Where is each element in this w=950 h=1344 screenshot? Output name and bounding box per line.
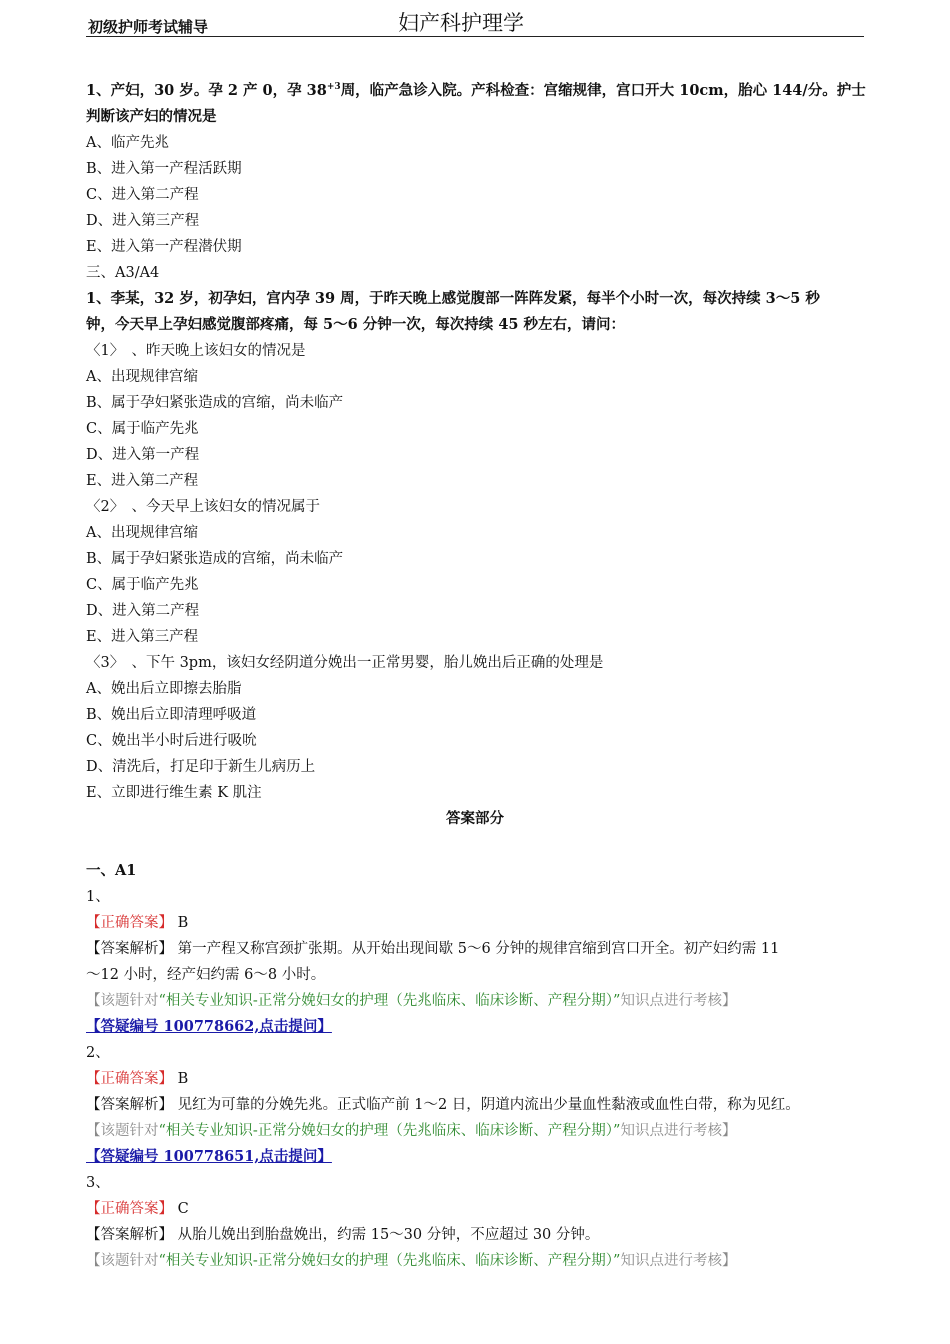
option-c: C、娩出半小时后进行吸吮 — [86, 733, 257, 749]
answer-number: 1、 — [86, 889, 110, 905]
spacer — [86, 832, 876, 858]
option-e: E、进入第一产程潜伏期 — [86, 239, 242, 255]
correct-answer — [86, 1196, 876, 1222]
knowledge-topic: “相关专业知识-正常分娩妇女的护理（先兆临床、临床诊断、产程分期）” — [158, 993, 621, 1009]
sub-question: 〈1〉 、昨天晚上该妇女的情况是 — [86, 343, 306, 359]
correct-answer-value: B — [173, 1071, 189, 1087]
section-heading: 三、A3/A4 — [86, 265, 160, 281]
header-subject: 初级护师考试辅导 — [88, 18, 209, 36]
option-c: C、进入第二产程 — [86, 187, 199, 203]
analysis-label: 【答案解析】 — [86, 1097, 173, 1113]
option-b: B、进入第一产程活跃期 — [86, 161, 242, 177]
correct-answer-value: C — [173, 1201, 189, 1217]
answer-analysis — [86, 1092, 876, 1118]
answer-analysis — [86, 1222, 876, 1248]
correct-answer-label: 【正确答案】 — [86, 1201, 173, 1217]
document-body — [86, 78, 876, 1274]
knowledge-point: 【该题针对“相关专业知识-正常分娩妇女的护理（先兆临床、临床诊断、产程分期）”知识点进行考核】 — [86, 993, 737, 1009]
option-a: A、出现规律宫缩 — [86, 369, 198, 385]
option-b: B、属于孕妇紧张造成的宫缩，尚未临产 — [86, 551, 344, 567]
answer-analysis — [86, 936, 876, 962]
analysis-text: ～12 小时，经产妇约需 6～8 小时。 — [86, 967, 326, 983]
sub-question: 〈2〉 、今天早上该妇女的情况属于 — [86, 499, 320, 515]
ask-question-row — [86, 1014, 876, 1040]
answers-section-heading: 一、A1 — [86, 862, 137, 879]
option-e: E、进入第二产程 — [86, 473, 199, 489]
option-a: A、娩出后立即擦去胎脂 — [86, 681, 242, 697]
analysis-label: 【答案解析】 — [86, 1227, 173, 1243]
knowledge-topic: “相关专业知识-正常分娩妇女的护理（先兆临床、临床诊断、产程分期）” — [158, 1253, 621, 1269]
ask-question-link[interactable]: 【答疑编号 100778651,点击提问】 — [86, 1148, 332, 1165]
question-stem: 1、产妇，30 岁。孕 2 产 0，孕 $38^{+3}$周，临产急诊入院。产科检查：宫缩规律，宫口开大 10cm，胎心 144/分。护士 — [86, 82, 866, 99]
correct-answer-value: B — [173, 915, 189, 931]
case-stem: 钟，今天早上孕妇感觉腹部疼痛，每 5～6 分钟一次，每次持续 45 秒左右，请问： — [86, 316, 626, 333]
sub-question: 〈3〉 、下午 3pm，该妇女经阴道分娩出一正常男婴，胎儿娩出后正确的处理是 — [86, 655, 604, 671]
option-c: C、属于临产先兆 — [86, 421, 199, 437]
analysis-text: 从胎儿娩出到胎盘娩出，约需 15～30 分钟，不应超过 30 分钟。 — [173, 1227, 600, 1243]
header-title: 妇产科护理学 — [398, 11, 524, 35]
analysis-text: 第一产程又称宫颈扩张期。从开始出现间歇 5～6 分钟的规律宫缩到宫口开全。初产妇约需 11 — [173, 941, 780, 957]
option-e: E、进入第三产程 — [86, 629, 199, 645]
option-b: B、属于孕妇紧张造成的宫缩，尚未临产 — [86, 395, 344, 411]
knowledge-point: 【该题针对“相关专业知识-正常分娩妇女的护理（先兆临床、临床诊断、产程分期）”知识点进行考核】 — [86, 1253, 737, 1269]
option-b: B、娩出后立即清理呼吸道 — [86, 707, 257, 723]
option-a: A、出现规律宫缩 — [86, 525, 198, 541]
option-d: D、进入第二产程 — [86, 603, 200, 619]
correct-answer — [86, 910, 876, 936]
option-d: D、进入第一产程 — [86, 447, 200, 463]
case-stem: 1、李某，32 岁，初孕妇，宫内孕 39 周，于昨天晚上感觉腹部一阵阵发紧，每半个小时一次，每次持续 3～5 秒 — [86, 290, 820, 307]
analysis-label: 【答案解析】 — [86, 941, 173, 957]
answers-title: 答案部分 — [446, 810, 504, 827]
option-a: A、临产先兆 — [86, 135, 169, 151]
knowledge-topic: “相关专业知识-正常分娩妇女的护理（先兆临床、临床诊断、产程分期）” — [158, 1123, 621, 1139]
analysis-text: 见红为可靠的分娩先兆。正式临产前 1～2 日，阴道内流出少量血性黏液或血性白带，称为见红。 — [173, 1097, 800, 1113]
answer-number: 2、 — [86, 1045, 110, 1061]
correct-answer-label: 【正确答案】 — [86, 1071, 173, 1087]
option-d: D、清洗后，打足印于新生儿病历上 — [86, 759, 316, 775]
correct-answer-label: 【正确答案】 — [86, 915, 173, 931]
option-d: D、进入第三产程 — [86, 213, 200, 229]
correct-answer — [86, 1066, 876, 1092]
option-c: C、属于临产先兆 — [86, 577, 199, 593]
ask-question-row — [86, 1144, 876, 1170]
page-header — [86, 6, 864, 37]
answer-number: 3、 — [86, 1175, 110, 1191]
option-e: E、立即进行维生素 K 肌注 — [86, 785, 262, 801]
ask-question-link[interactable]: 【答疑编号 100778662,点击提问】 — [86, 1018, 332, 1035]
knowledge-point: 【该题针对“相关专业知识-正常分娩妇女的护理（先兆临床、临床诊断、产程分期）”知识点进行考核】 — [86, 1123, 737, 1139]
question-stem: 判断该产妇的情况是 — [86, 108, 217, 125]
